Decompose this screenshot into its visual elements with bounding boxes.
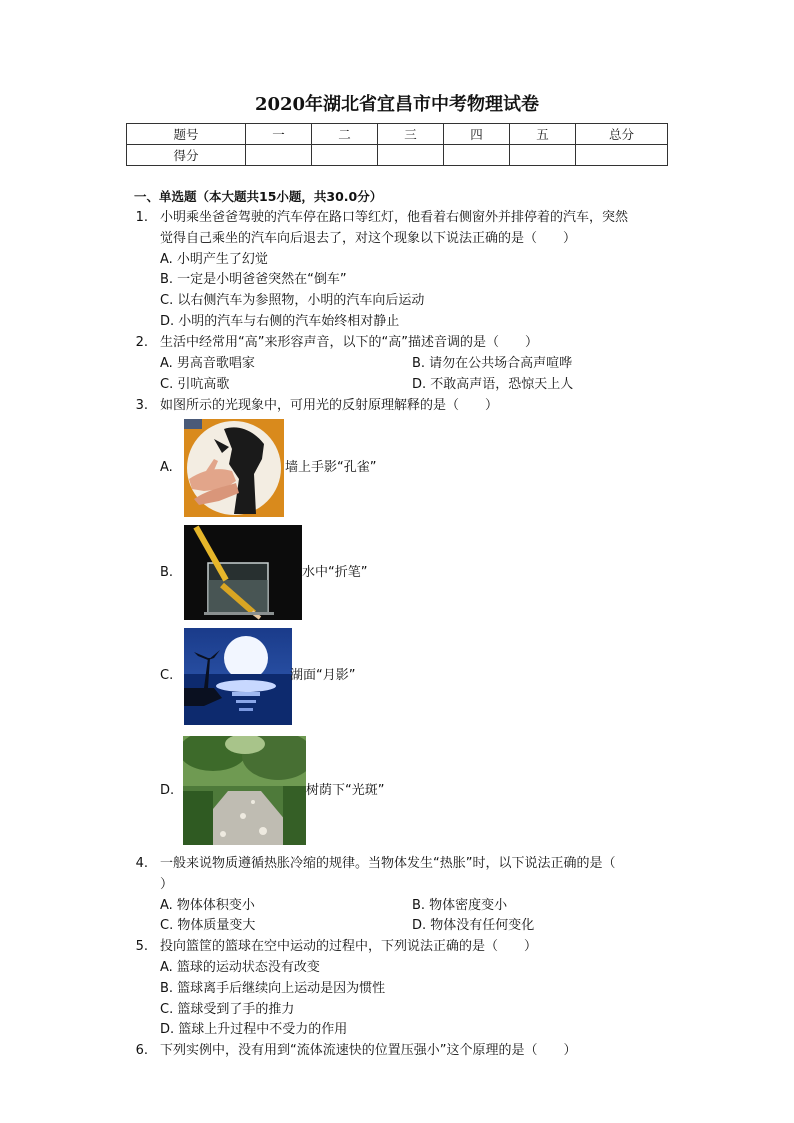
- score-table-header-row: [127, 124, 668, 145]
- option-a-letter: A.: [160, 460, 173, 475]
- option-b: B. 一定是小明爸爸突然在“倒车”: [160, 272, 347, 287]
- score-table-cell: 四: [444, 124, 510, 145]
- option-b: B. 篮球离手后继续向上运动是因为惯性: [160, 981, 386, 996]
- page-title: 2020年湖北省宜昌市中考物理试卷: [254, 94, 540, 115]
- option-c-caption: 湖面“月影”: [290, 668, 356, 683]
- question-number: 5.: [135, 939, 148, 954]
- score-input-cell: [246, 145, 312, 166]
- score-table-cell: 得分: [127, 145, 246, 166]
- option-c: C. 篮球受到了手的推力: [160, 1002, 295, 1017]
- option-a-caption: 墙上手影“孔雀”: [285, 460, 377, 475]
- option-a: A. 小明产生了幻觉: [160, 252, 268, 267]
- option-c: C. 以右侧汽车为参照物，小明的汽车向后运动: [160, 293, 425, 308]
- option-a: A. 物体体积变小: [160, 898, 255, 913]
- score-table: [126, 123, 668, 166]
- question-text: ）: [160, 877, 174, 892]
- question-text: 觉得自己乘坐的汽车向后退去了，对这个现象以下说法正确的是（ ）: [160, 231, 577, 246]
- option-b: B. 请勿在公共场合高声喧哗: [412, 356, 573, 371]
- score-input-cell: [510, 145, 576, 166]
- option-b-letter: B.: [160, 565, 174, 580]
- question-text: 下列实例中，没有用到“流体流速快的位置压强小”这个原理的是（ ）: [160, 1043, 577, 1058]
- option-c: C. 物体质量变大: [160, 918, 256, 933]
- question-number: 3.: [135, 398, 148, 413]
- score-input-cell: [444, 145, 510, 166]
- option-c-letter: C.: [160, 668, 174, 683]
- option-d: D. 不敢高声语，恐惊天上人: [412, 377, 574, 392]
- option-d: D. 篮球上升过程中不受力的作用: [160, 1022, 348, 1037]
- option-d: D. 小明的汽车与右侧的汽车始终相对静止: [160, 314, 400, 329]
- question-number: 6.: [135, 1043, 148, 1058]
- score-table-cell: 二: [312, 124, 378, 145]
- option-c: C. 引吭高歌: [160, 377, 230, 392]
- score-input-cell: [312, 145, 378, 166]
- score-input-cell: [378, 145, 444, 166]
- question-text: 生活中经常用“高”来形容声音，以下的“高”描述音调的是（ ）: [160, 335, 538, 350]
- section-heading: 一、单选题（本大题共15小题，共30.0分）: [134, 189, 383, 204]
- score-table-cell: 五: [510, 124, 576, 145]
- question-number: 4.: [135, 856, 148, 871]
- score-table-score-row: [127, 145, 668, 166]
- option-d: D. 物体没有任何变化: [412, 918, 535, 933]
- question-text: 一般来说物质遵循热胀冷缩的规律。当物体发生“热胀”时，以下说法正确的是（: [160, 856, 616, 871]
- score-input-cell: [576, 145, 668, 166]
- question-number: 2.: [135, 335, 148, 350]
- option-d-letter: D.: [160, 783, 175, 798]
- option-a: A. 篮球的运动状态没有改变: [160, 960, 320, 975]
- score-table-cell: 题号: [127, 124, 246, 145]
- score-table-cell: 三: [378, 124, 444, 145]
- bent-pencil-image: [184, 525, 302, 620]
- option-b: B. 物体密度变小: [412, 898, 508, 913]
- option-d-caption: 树荫下“光斑”: [306, 783, 385, 798]
- hand-shadow-image: [184, 419, 284, 517]
- question-text: 投向篮筐的篮球在空中运动的过程中，下列说法正确的是（ ）: [160, 939, 538, 954]
- option-b-caption: 水中“折笔”: [302, 565, 368, 580]
- option-a: A. 男高音歌唱家: [160, 356, 255, 371]
- question-number: 1.: [135, 210, 148, 225]
- question-text: 小明乘坐爸爸驾驶的汽车停在路口等红灯，他看着右侧窗外并排停着的汽车，突然: [160, 210, 629, 225]
- tree-shade-image: [183, 736, 306, 845]
- score-table-cell: 一: [246, 124, 312, 145]
- score-table-cell: 总分: [576, 124, 668, 145]
- question-text: 如图所示的光现象中，可用光的反射原理解释的是（ ）: [160, 398, 499, 413]
- lake-moon-image: [184, 628, 292, 725]
